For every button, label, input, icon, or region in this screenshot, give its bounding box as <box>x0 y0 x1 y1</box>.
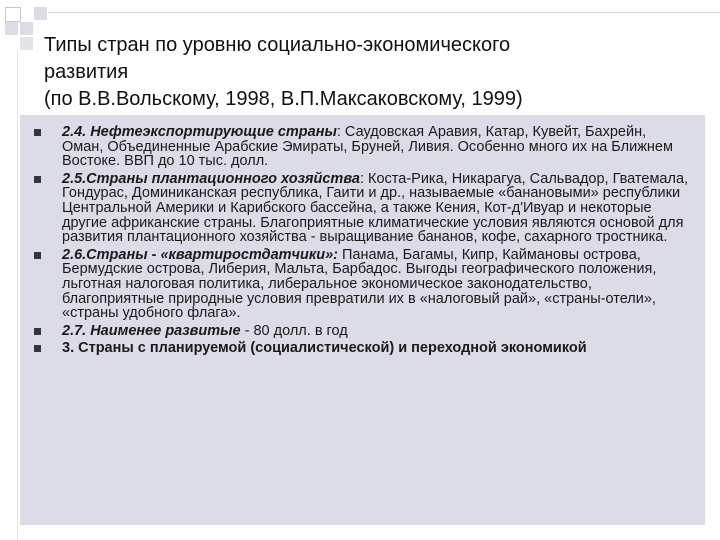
decor-square <box>34 7 47 20</box>
decor-line <box>17 50 18 540</box>
item-body: : Коста-Рика, Никарагуа, Сальвадор, Гватемала, Гондурас, Доминиканская республика, Гаити и др., называемые «банановыми» республики Центральной Америки и Карибского бассейна, а также Кения, Кот-д'Ивуар и некоторые другие африканские страны. Благоприятные климатические условия являются основой для развития плантационного хозяйства - выращивание бананов, кофе, сахарного тростника. <box>62 170 689 246</box>
list-item <box>30 341 691 356</box>
bullet-square-icon <box>34 345 41 352</box>
bullet-square-icon <box>34 328 41 335</box>
item-heading: 3. Страны с планируемой (социалистической) и переходной экономикой <box>62 340 587 357</box>
decor-square <box>5 22 18 35</box>
decor-square <box>20 37 33 50</box>
decor-square <box>5 7 21 22</box>
list-item <box>30 248 691 321</box>
item-heading: 2.5.Страны плантационного хозяйства <box>62 170 360 187</box>
item-body: Панама, Багамы, Кипр, Каймановы острова, Бермудские острова, Либерия, Мальта, Барбадос. Выгоды географического положения, льготная налоговая политика, либеральное экономическое законодательство, благоприятные природные условия превратили их в «налоговый рай», «страны-отели», «страны удобного флага». <box>62 246 657 322</box>
bullet-square-icon <box>34 129 41 136</box>
title-line: Типы стран по уровню социально-экономического <box>44 34 511 56</box>
title-line: (по В.В.Вольскому, 1998, В.П.Максаковскому, 1999) <box>44 88 523 110</box>
list-item <box>30 125 691 169</box>
item-body: - 80 долл. в год <box>240 322 348 339</box>
item-heading: 2.6.Страны - «квартиростдатчики»: <box>62 246 338 263</box>
list-item <box>30 172 691 245</box>
content-panel <box>20 115 705 525</box>
decor-line <box>48 12 720 13</box>
bullet-list <box>30 125 691 356</box>
bullet-square-icon <box>34 252 41 259</box>
item-heading: 2.4. Нефтеэкспортирующие страны <box>62 124 337 140</box>
slide-title <box>44 32 694 113</box>
item-heading: 2.7. Наименее развитые <box>62 322 241 339</box>
item-body: : Саудовская Аравия, Катар, Кувейт, Бахрейн, Оман, Объединенные Арабские Эмираты, Бруней, Ливия. Особенно много их на Ближнем Востоке. ВВП до 10 тыс. долл. <box>62 124 673 170</box>
list-item <box>30 324 691 339</box>
decor-square <box>20 22 33 35</box>
bullet-square-icon <box>34 176 41 183</box>
title-line: развития <box>44 61 129 83</box>
